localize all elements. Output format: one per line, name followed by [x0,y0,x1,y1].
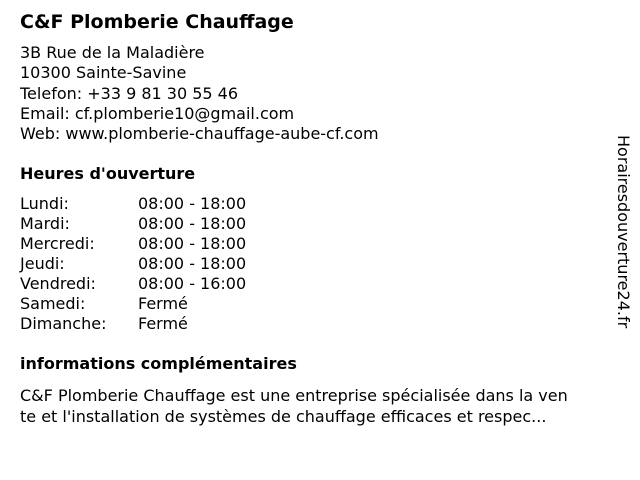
hours-row-monday [20,194,246,214]
hours-row-saturday [20,294,246,314]
phone-line: Telefon: +33 9 81 30 55 46 [20,83,239,103]
description-line-2: te et l'installation de systèmes de chauffage efficaces et respec... [20,407,547,426]
site-watermark: Horairesdouverture24.fr [614,135,633,329]
time-value: 08:00 - 16:00 [138,274,247,293]
time-value: 08:00 - 18:00 [138,194,247,213]
info-heading: informations complémentaires [20,354,297,373]
day-label: Samedi: [20,294,86,313]
hours-heading: Heures d'ouverture [20,164,196,183]
time-value: 08:00 - 18:00 [138,234,247,253]
day-label: Dimanche: [20,314,107,333]
address-line-1: 3B Rue de la Maladière [20,43,205,62]
day-label: Vendredi: [20,274,96,293]
day-label: Mardi: [20,214,70,233]
hours-table [20,194,246,334]
email-line: Email: cf.plomberie10@gmail.com [20,103,295,123]
business-name: C&F Plomberie Chauffage [20,11,294,33]
hours-row-friday [20,274,246,294]
day-label: Mercredi: [20,234,95,253]
hours-row-sunday [20,314,246,334]
hours-row-wednesday [20,234,246,254]
day-label: Lundi: [20,194,69,213]
time-value: Fermé [138,294,188,313]
hours-row-thursday [20,254,246,274]
time-value: 08:00 - 18:00 [138,254,247,273]
hours-row-tuesday [20,214,246,234]
time-value: 08:00 - 18:00 [138,214,247,233]
web-line: Web: www.plomberie-chauffage-aube-cf.com [20,124,379,144]
day-label: Jeudi: [20,254,65,273]
info-description [20,385,600,427]
contact-block [20,43,379,144]
time-value: Fermé [138,314,188,333]
address-line-2: 10300 Sainte-Savine [20,63,187,83]
description-line-1: C&F Plomberie Chauffage est une entreprise spécialisée dans la ven [20,386,568,405]
